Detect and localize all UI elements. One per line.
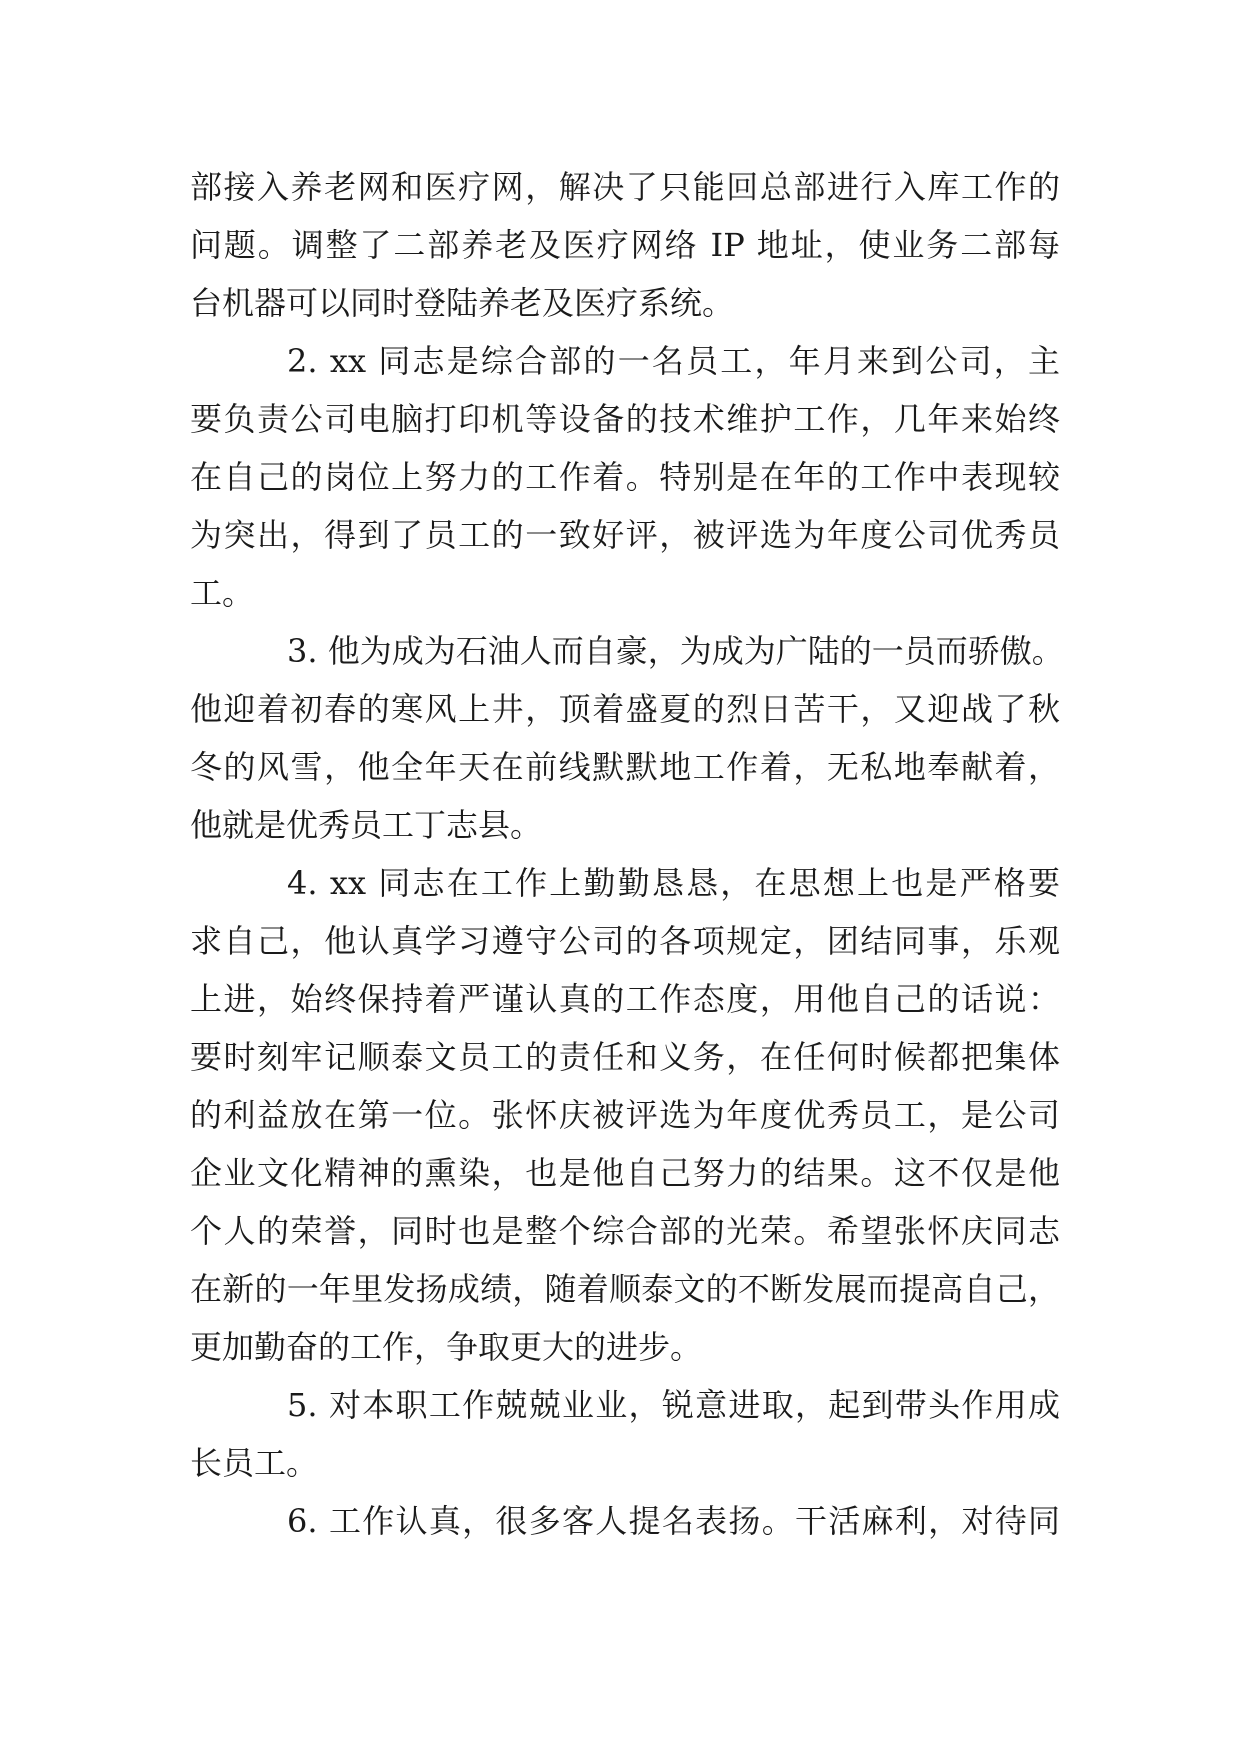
text-line: 部接入养老网和医疗网，解决了只能回总部进行入库工作的 [190,168,1060,206]
text-line: 问题。调整了二部养老及医疗网络 IP 地址，使业务二部每 [190,226,1060,264]
paragraph-2-first-line: 2. xx 同志是综合部的一名员工，年月来到公司，主 [287,342,1060,380]
paragraph-3-first-line: 3. 他为成为石油人而自豪，为成为广陆的一员而骄傲。 [287,632,1064,670]
text-line: 为突出，得到了员工的一致好评，被评选为年度公司优秀员 [190,516,1060,554]
text-line: 冬的风雪，他全年天在前线默默地工作着，无私地奉献着， [190,748,1060,786]
text-line: 在自己的岗位上努力的工作着。特别是在年的工作中表现较 [190,458,1060,496]
text-line: 他迎着初春的寒风上井，顶着盛夏的烈日苦干，又迎战了秋 [190,690,1060,728]
text-line: 的利益放在第一位。张怀庆被评选为年度优秀员工，是公司 [190,1096,1060,1134]
paragraph-5-first-line: 5. 对本职工作兢兢业业，锐意进取，起到带头作用成 [287,1386,1060,1424]
text-line: 工。 [190,574,255,612]
text-line: 长员工。 [190,1444,319,1482]
text-line: 上进，始终保持着严谨认真的工作态度，用他自己的话说： [190,980,1060,1018]
text-line: 台机器可以同时登陆养老及医疗系统。 [190,284,735,322]
paragraph-6-first-line: 6. 工作认真，很多客人提名表扬。干活麻利，对待同 [287,1502,1060,1540]
text-line: 要负责公司电脑打印机等设备的技术维护工作，几年来始终 [190,400,1060,438]
text-line: 要时刻牢记顺泰文员工的责任和义务，在任何时候都把集体 [190,1038,1060,1076]
paragraph-4-first-line: 4. xx 同志在工作上勤勤恳恳，在思想上也是严格要 [287,864,1060,902]
text-line: 在新的一年里发扬成绩，随着顺泰文的不断发展而提高自己， [190,1270,1060,1308]
text-line: 企业文化精神的熏染，也是他自己努力的结果。这不仅是他 [190,1154,1060,1192]
text-line: 更加勤奋的工作，争取更大的进步。 [190,1328,703,1366]
text-line: 求自己，他认真学习遵守公司的各项规定，团结同事，乐观 [190,922,1060,960]
body-text [190,158,1064,1550]
text-line: 他就是优秀员工丁志县。 [190,806,543,844]
text-line: 个人的荣誉，同时也是整个综合部的光荣。希望张怀庆同志 [190,1212,1060,1250]
